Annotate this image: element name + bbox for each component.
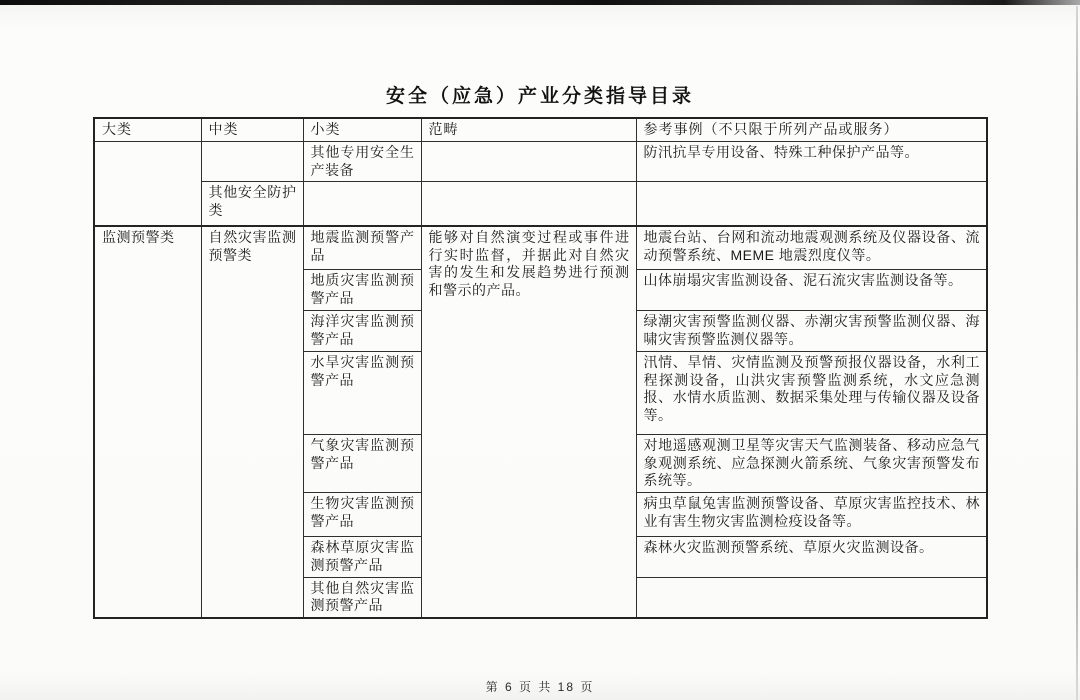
scan-edge-artifact-top <box>0 0 1080 5</box>
header-cell-scope: 范畴 <box>421 118 636 141</box>
cell-minor-biological: 生物灾害监测预警产品 <box>303 493 421 537</box>
cell-examples-forest-grassland: 森林火灾监测预警系统、草原火灾监测设备。 <box>636 537 987 578</box>
table-row <box>94 182 987 226</box>
cell-examples-marine: 绿潮灾害预警监测仪器、赤潮灾害预警监测仪器、海啸灾害预警监测仪器等。 <box>636 311 987 352</box>
cell-middle-other-safety-protection: 其他安全防护类 <box>201 182 303 226</box>
cell-minor-meteorological: 气象灾害监测预警产品 <box>303 434 421 492</box>
cell-examples-flood-drought: 汛情、旱情、灾情监测及预警预报仪器设备，水利工程探测设备，山洪灾害预警监测系统，水文应急测报、水情水质监测、数据采集处理与传输仪器及设备等。 <box>636 351 987 434</box>
cell-middle-carryover-1 <box>201 141 303 182</box>
page-number-footer: 第 6 页 共 18 页 <box>485 680 595 694</box>
cell-examples-empty <box>636 182 987 226</box>
header-cell-major-category: 大类 <box>94 118 201 141</box>
cell-examples-empty-last <box>636 577 987 618</box>
cell-minor-other-production-equipment: 其他专用安全生产装备 <box>303 141 421 182</box>
table-row <box>94 226 987 270</box>
cell-middle-natural-disaster-monitoring: 自然灾害监测预警类 <box>201 226 303 618</box>
cell-examples-flood-drought-equipment: 防汛抗旱专用设备、特殊工种保护产品等。 <box>636 141 987 182</box>
cell-scope-carryover-1 <box>421 141 636 182</box>
table-row <box>94 141 987 182</box>
document-title: 安全（应急）产业分类指导目录 <box>385 86 694 107</box>
cell-examples-biological: 病虫草鼠兔害监测预警设备、草原灾害监控技术、林业有害生物灾害监测检疫设备等。 <box>636 493 987 537</box>
cell-examples-meteorological: 对地遥感观测卫星等灾害天气监测装备、移动应急气象观测系统、应急探测火箭系统、气象灾害预警发布系统等。 <box>636 434 987 492</box>
cell-scope-carryover-2 <box>421 182 636 226</box>
table-header-row <box>94 118 987 141</box>
cell-scope-monitoring-definition: 能够对自然演变过程或事件进行实时监督，并据此对自然灾害的发生和发展趋势进行预测和警示的产品。 <box>421 226 636 618</box>
cell-minor-geological: 地质灾害监测预警产品 <box>303 270 421 311</box>
cell-examples-earthquake: 地震台站、台网和流动地震观测系统及仪器设备、流动预警系统、MEME 地震烈度仪等。 <box>636 226 987 270</box>
header-cell-minor-category: 小类 <box>303 118 421 141</box>
header-cell-examples: 参考事例（不只限于所列产品或服务） <box>636 118 987 141</box>
cell-minor-marine: 海洋灾害监测预警产品 <box>303 311 421 352</box>
cell-examples-geological: 山体崩塌灾害监测设备、泥石流灾害监测设备等。 <box>636 270 987 311</box>
header-cell-middle-category: 中类 <box>201 118 303 141</box>
cell-minor-flood-drought: 水旱灾害监测预警产品 <box>303 351 421 434</box>
cell-minor-forest-grassland: 森林草原灾害监测预警产品 <box>303 537 421 578</box>
cell-minor-earthquake: 地震监测预警产品 <box>303 226 421 270</box>
classification-table <box>93 117 988 619</box>
cell-minor-empty <box>303 182 421 226</box>
cell-minor-other-natural-disaster: 其他自然灾害监测预警产品 <box>303 577 421 618</box>
cell-major-carryover <box>94 141 201 226</box>
scan-edge-artifact-right <box>1076 6 1078 700</box>
cell-major-monitoring-warning: 监测预警类 <box>94 226 201 618</box>
